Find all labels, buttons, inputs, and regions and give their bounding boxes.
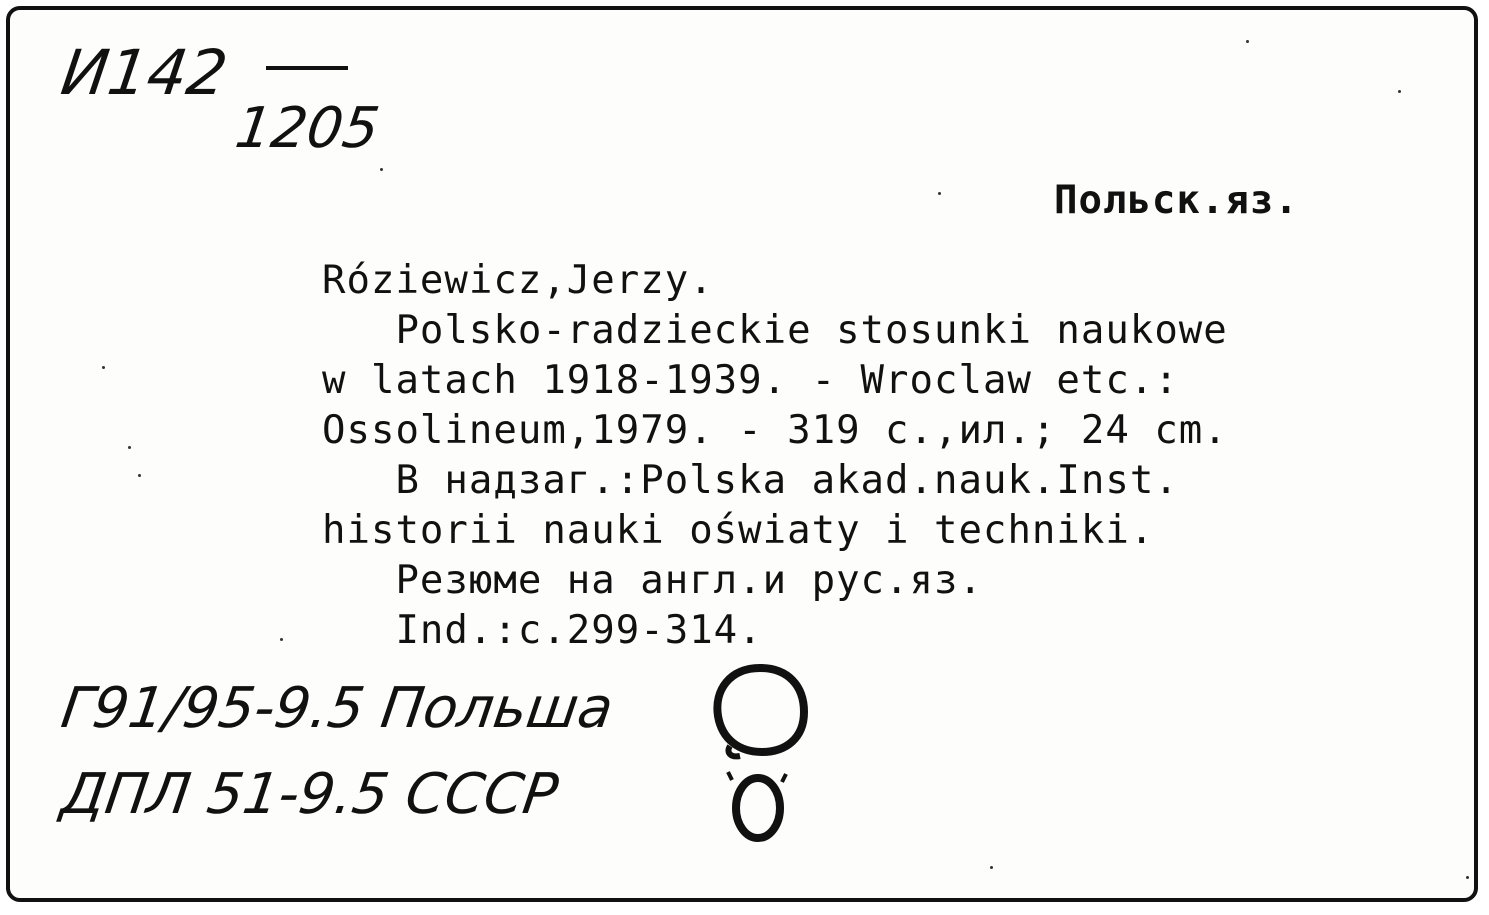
index-note-line: Ind.:c.299-314. [322,608,763,653]
speck [1246,40,1249,43]
classification-mark: Г91/95-9.5 Польша [57,676,617,741]
speck [138,474,141,477]
speck [938,192,941,195]
shelf-mark-number: 1205 [231,96,384,161]
note-line: B надзаг.:Polska akad.nauk.Inst. [322,458,1179,503]
shelf-mark: И142 [56,36,232,109]
speck [102,366,105,369]
speck [380,168,383,171]
author-line: Róziewicz,Jerzy. [322,258,714,303]
imprint-line: Ossolineum,1979. - 319 c.,ил.; 24 cm. [322,408,1228,453]
speck [280,638,283,641]
speck [1398,90,1401,93]
speck [128,446,131,449]
shelf-mark-divider [266,66,348,70]
speck [990,866,993,869]
subject-heading: Польск.яз. [1054,178,1299,223]
circle-stamp-icon [700,656,830,856]
classification-mark: ДПЛ 51-9.5 СССР [57,762,562,827]
catalog-card [6,6,1478,902]
title-line: w latach 1918-1939. - Wroclaw etc.: [322,358,1179,403]
speck [1466,876,1469,879]
title-line: Polsko-radzieckie stosunki naukowe [322,308,1228,353]
note-line: historii nauki oświaty i techniki. [322,508,1155,553]
summary-note-line: Резюме на англ.и рус.яз. [322,558,983,603]
